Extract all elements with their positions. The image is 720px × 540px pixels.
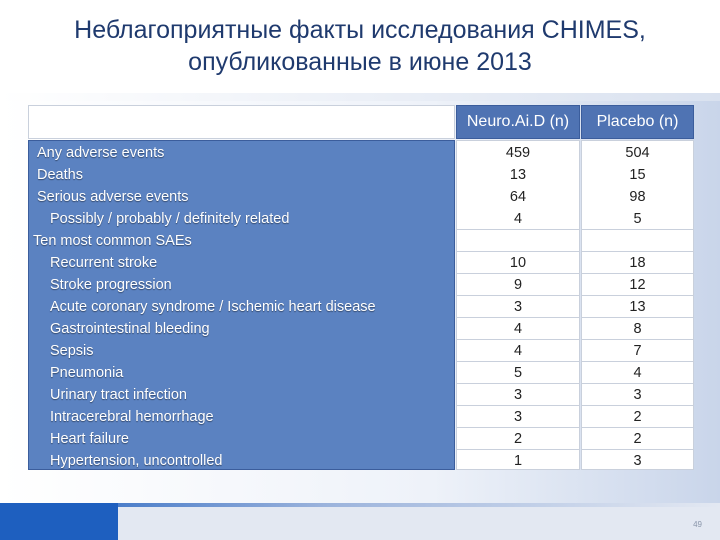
row-label-deaths: Deaths <box>37 167 83 183</box>
placebo-value: 13 <box>629 299 646 315</box>
neuroaid-value: 64 <box>509 189 527 205</box>
placebo-value: 4 <box>633 365 642 381</box>
placebo-value: 7 <box>633 343 642 359</box>
row-labels-column <box>28 140 455 470</box>
neuroaid-value: 4 <box>513 343 523 359</box>
title-line-1: Неблагоприятные факты исследования CHIMES, <box>74 16 646 44</box>
row-label-hypertension: Hypertension, uncontrolled <box>50 453 223 469</box>
neuroaid-value: 10 <box>509 255 527 271</box>
placebo-value: 5 <box>633 211 642 227</box>
title-line-2: опубликованные в июне 2013 <box>188 48 532 76</box>
placebo-value: 2 <box>633 409 642 425</box>
neuroaid-value: 459 <box>505 145 531 161</box>
row-label-gastrointestinal-bleeding: Gastrointestinal bleeding <box>50 321 210 337</box>
row-label-heart-failure: Heart failure <box>50 431 129 447</box>
column-header-placebo: Placebo (n) <box>581 105 694 139</box>
neuroaid-value: 3 <box>513 387 523 403</box>
neuroaid-value: 1 <box>513 453 523 469</box>
row-label-acute-coronary-syndrome: Acute coronary syndrome / Ischemic heart disease <box>50 299 376 315</box>
neuroaid-value: 5 <box>513 365 523 381</box>
placebo-value: 2 <box>633 431 642 447</box>
page-number: 49 <box>693 520 702 529</box>
placebo-value: 18 <box>629 255 646 271</box>
footer-blue-block <box>0 503 118 540</box>
placebo-value: 12 <box>629 277 646 293</box>
neuroaid-value: 3 <box>513 299 523 315</box>
neuroaid-value <box>457 230 579 252</box>
neuroaid-value: 13 <box>509 167 527 183</box>
placebo-value: 3 <box>633 387 642 403</box>
table-header-blank <box>28 105 455 139</box>
row-label-possibly-related: Possibly / probably / definitely related <box>50 211 290 227</box>
placebo-value: 15 <box>629 167 646 183</box>
slide-title <box>0 14 720 78</box>
row-label-any-adverse-events: Any adverse events <box>37 145 165 161</box>
neuroaid-value: 2 <box>513 431 523 447</box>
row-label-pneumonia: Pneumonia <box>50 365 124 381</box>
row-label-stroke-progression: Stroke progression <box>50 277 172 293</box>
placebo-value <box>582 230 693 252</box>
placebo-value: 3 <box>633 453 642 469</box>
neuroaid-value: 3 <box>513 409 523 425</box>
placebo-value: 98 <box>629 189 646 205</box>
row-label-recurrent-stroke: Recurrent stroke <box>50 255 158 271</box>
row-label-sepsis: Sepsis <box>50 343 94 359</box>
placebo-value: 504 <box>625 145 650 161</box>
column-header-neuroaid: Neuro.Ai.D (n) <box>456 105 580 139</box>
row-label-intracerebral-hemorrhage: Intracerebral hemorrhage <box>50 409 214 425</box>
neuroaid-value: 4 <box>513 321 523 337</box>
neuroaid-value: 4 <box>513 211 523 227</box>
background-band-top <box>0 93 720 101</box>
placebo-value: 8 <box>633 321 642 337</box>
neuroaid-value: 9 <box>513 277 523 293</box>
row-label-serious-adverse-events: Serious adverse events <box>37 189 189 205</box>
neuroaid-values-column <box>456 140 580 470</box>
row-label-ten-most-common-saes: Ten most common SAEs <box>33 233 192 249</box>
placebo-values-column <box>581 140 694 470</box>
row-label-urinary-tract-infection: Urinary tract infection <box>50 387 187 403</box>
